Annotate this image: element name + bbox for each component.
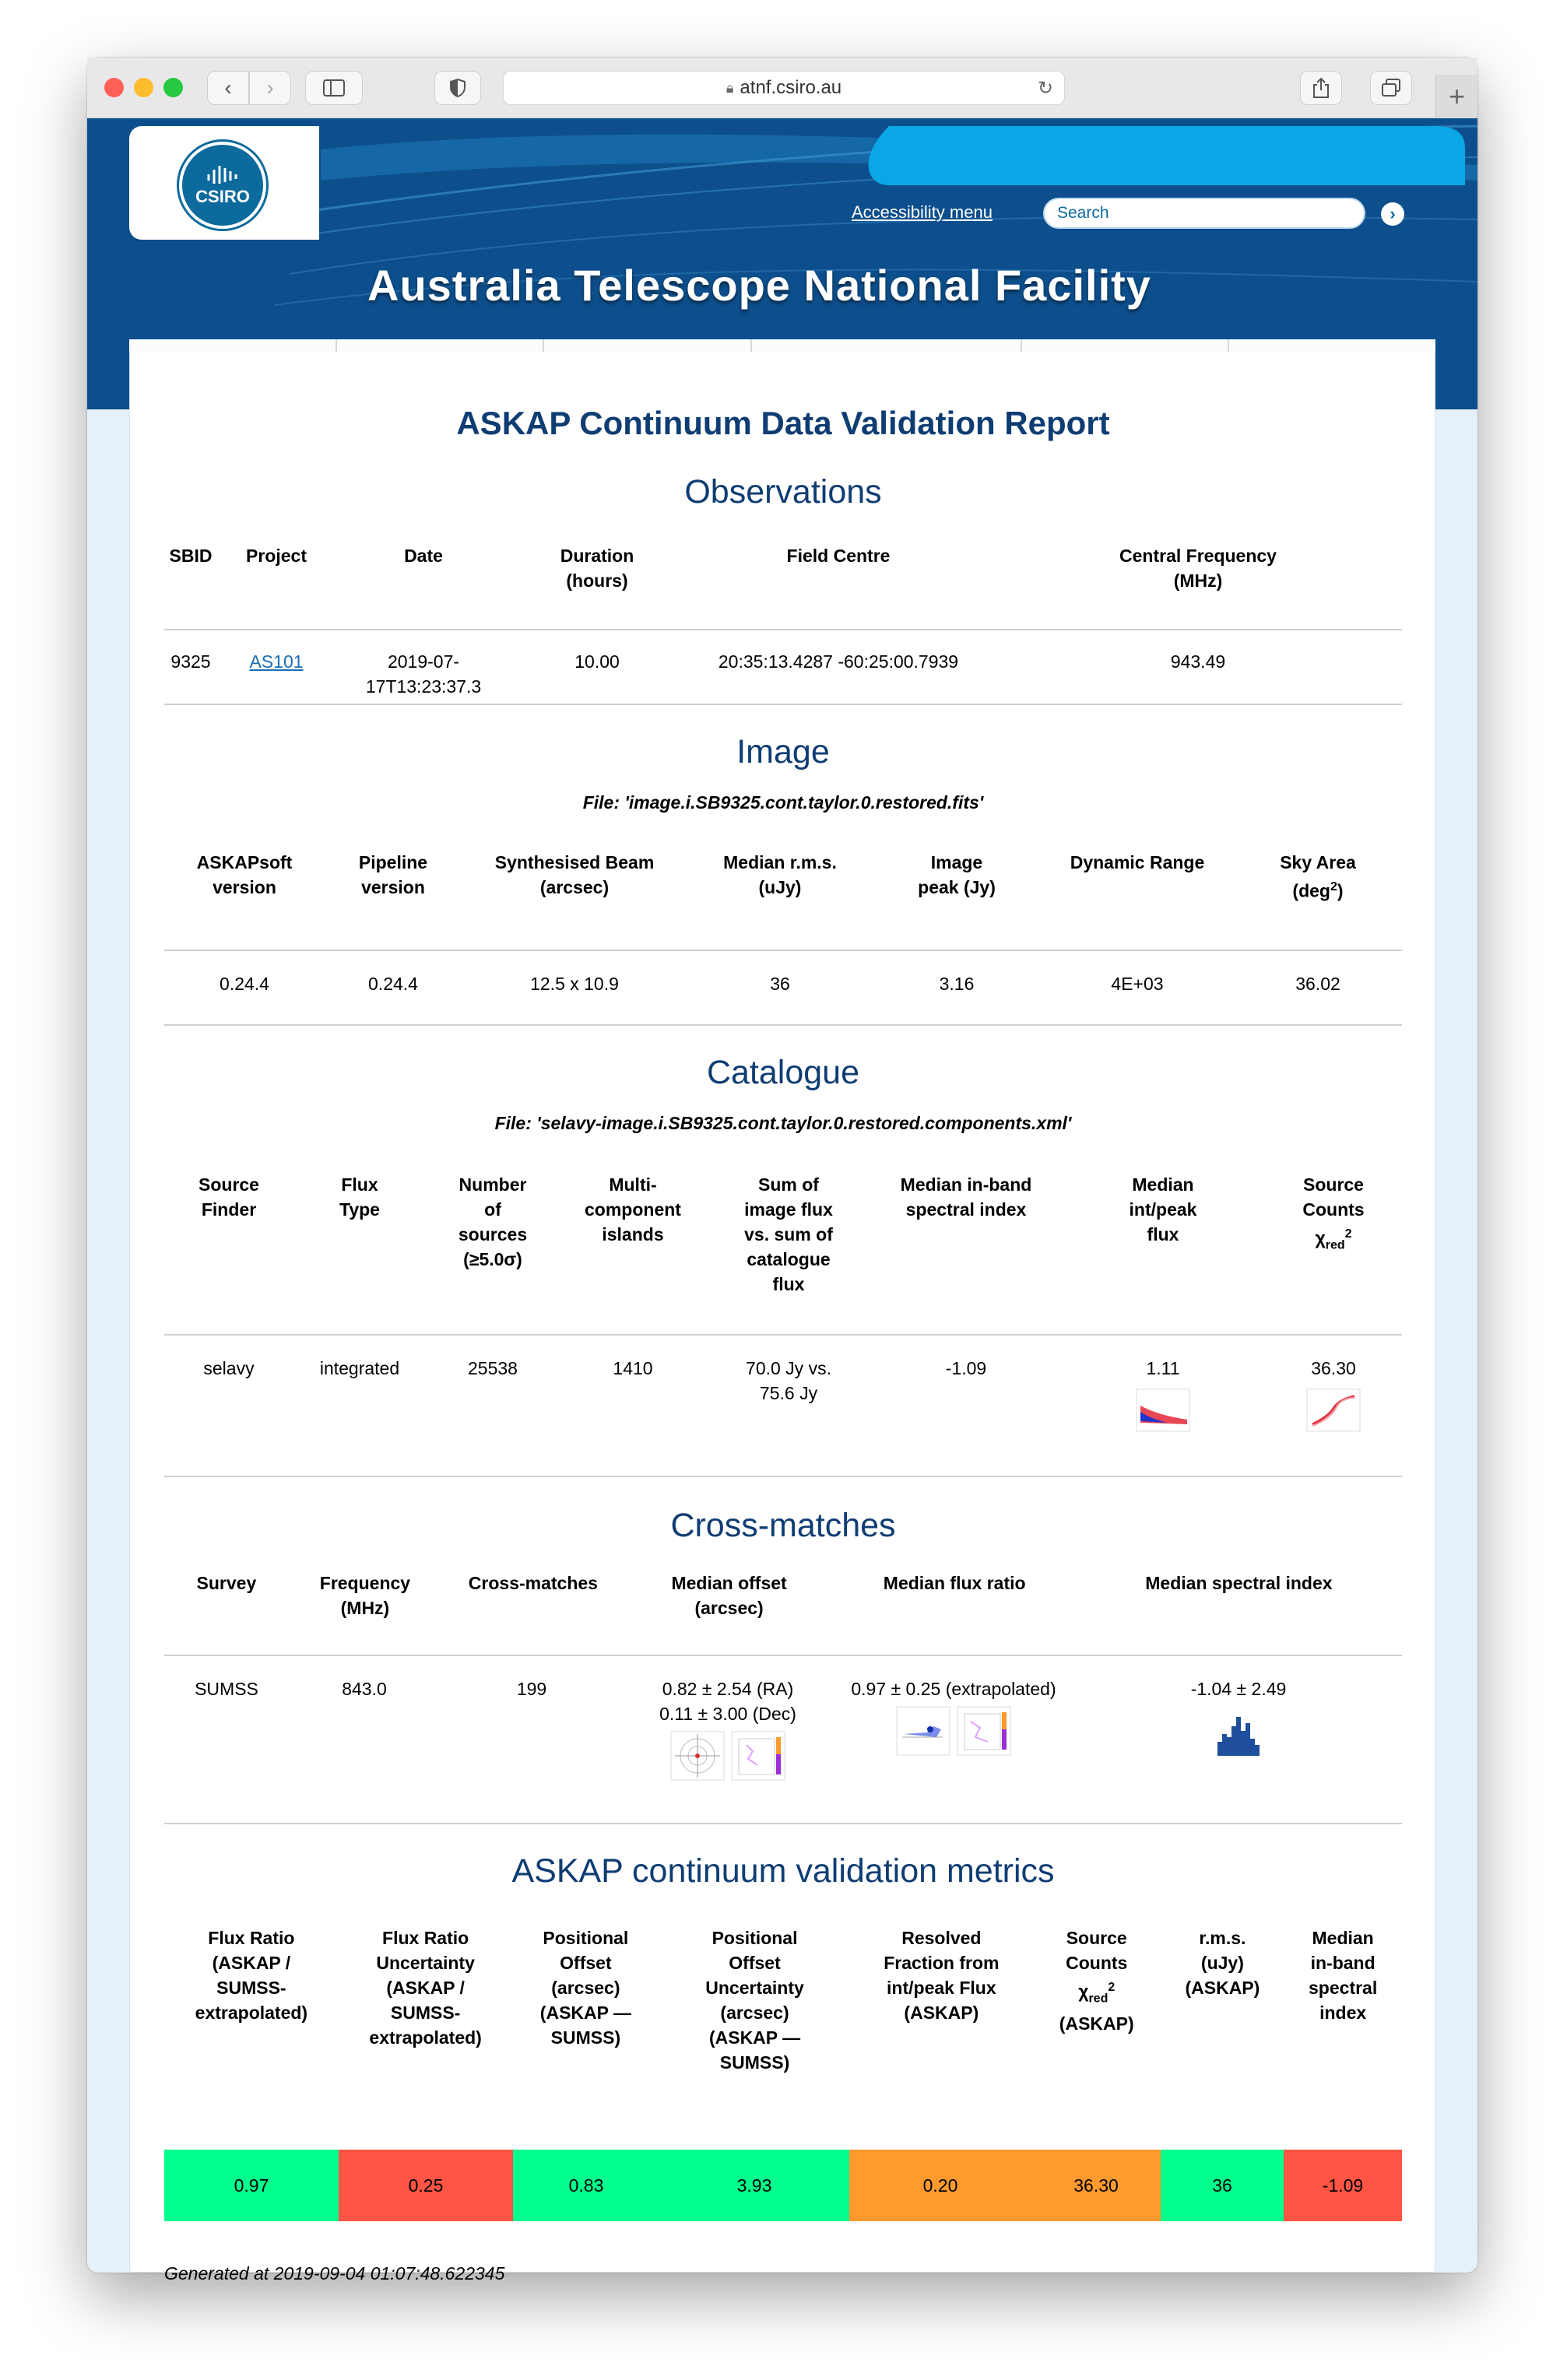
col-header: Median int/peak flux <box>1129 1174 1197 1244</box>
csiro-mark-icon <box>204 163 241 187</box>
metric-rms: 36 <box>1161 2150 1284 2221</box>
table-row <box>164 1676 1402 1781</box>
col-header: Survey <box>196 1573 257 1593</box>
source-counts-label: Source Counts <box>1066 1928 1128 1973</box>
pipeline-version-cell: 0.24.4 <box>368 974 418 994</box>
source-counts-label: Source Counts <box>1302 1174 1365 1220</box>
search-placeholder: Search <box>1057 204 1109 222</box>
flux-type-cell: integrated <box>319 1358 400 1378</box>
field-centre-cell: 20:35:13.4287 -60:25:00.7939 <box>718 651 959 672</box>
col-header <box>1032 1925 1161 2075</box>
spectral-index-histogram-thumbnail[interactable] <box>1211 1709 1266 1759</box>
browser-window <box>87 58 1477 2283</box>
chi-sub: red <box>1325 1238 1345 1252</box>
chevron-left-icon: ‹ <box>224 75 232 100</box>
search-go-button[interactable] <box>1381 202 1404 226</box>
divider <box>164 704 1402 705</box>
multi-component-cell: 1410 <box>613 1358 653 1378</box>
col-header: Image peak (Jy) <box>918 852 996 897</box>
crossmatch-count-cell: 199 <box>516 1679 547 1699</box>
source-finder-cell: selavy <box>203 1358 255 1378</box>
source-counts-value: 36.30 <box>1311 1358 1356 1378</box>
lock-icon: 🔒︎ <box>726 79 734 96</box>
divider <box>164 1655 1402 1656</box>
table-row <box>164 1356 1402 1432</box>
flux-ratio-map-thumbnail[interactable] <box>957 1706 1011 1756</box>
col-header: Flux Ratio Uncertainty (ASKAP / SUMSS-extrapolated) <box>369 1928 482 2048</box>
table-header-row <box>164 850 1402 904</box>
report-content <box>129 352 1435 2283</box>
observations-heading: Observations <box>684 473 882 511</box>
col-header: Multi-component islands <box>585 1174 681 1244</box>
col-header: Frequency (MHz) <box>319 1573 411 1618</box>
metric-resolved-fraction: 0.20 <box>849 2150 1031 2221</box>
spectral-index-value: -1.04 ± 2.49 <box>1190 1679 1287 1699</box>
accessibility-menu-link[interactable]: Accessibility menu <box>852 202 993 222</box>
chi-label: χ <box>1078 1981 1089 2002</box>
source-counts-cell <box>1265 1356 1402 1432</box>
project-cell <box>217 649 336 699</box>
col-header: Field Centre <box>786 546 891 566</box>
col-header: Duration (hours) <box>560 546 634 591</box>
metrics-heading: ASKAP continuum validation metrics <box>511 1852 1055 1890</box>
project-link[interactable]: AS101 <box>249 651 304 672</box>
table-row <box>164 649 1402 699</box>
site-title: Australia Telescope National Facility <box>367 261 1151 310</box>
search-input[interactable] <box>1043 198 1365 229</box>
tabs-overview-button[interactable] <box>1370 71 1412 105</box>
divider <box>164 629 1402 630</box>
logo-text: CSIRO <box>195 187 250 206</box>
metric-flux-ratio: 0.97 <box>164 2150 339 2221</box>
back-button[interactable] <box>207 71 249 105</box>
col-header: Flux Type <box>339 1174 380 1220</box>
privacy-report-button[interactable] <box>434 71 481 105</box>
spectral-index-cell: -1.09 <box>945 1358 987 1378</box>
col-header: Median in-band spectral index <box>1309 1928 1378 2023</box>
col-header: Positional Offset Uncertainty (arcsec) (ASKAP — SUMSS) <box>705 1928 804 2073</box>
image-file-label: File: 'image.i.SB9325.cont.taylor.0.restored.fits' <box>582 792 984 813</box>
divider <box>164 1823 1402 1824</box>
catalogue-table <box>164 1172 1402 1297</box>
col-header: Source Finder <box>199 1174 259 1220</box>
table-header-row <box>164 1925 1402 2075</box>
sky-area-cell: 36.02 <box>1295 974 1340 994</box>
col-header: Pipeline version <box>358 852 428 897</box>
crossmatches-data <box>164 1676 1402 1781</box>
col-header: Flux Ratio (ASKAP / SUMSS-extrapolated) <box>195 1928 308 2023</box>
col-header: Median in-band spectral index <box>900 1174 1032 1220</box>
int-peak-value: 1.11 <box>1146 1358 1180 1378</box>
sidebar-icon <box>323 79 345 97</box>
report-title: ASKAP Continuum Data Validation Report <box>456 405 1110 441</box>
metric-positional-offset-uncertainty: 3.93 <box>659 2150 849 2221</box>
col-header: ASKAPsoft version <box>196 852 293 897</box>
col-header: Synthesised Beam (arcsec) <box>494 852 655 897</box>
generated-timestamp: Generated at 2019-09-04 01:07:48.622345 <box>164 2263 505 2283</box>
table-header-row <box>164 1571 1402 1620</box>
num-sources-cell: 25538 <box>468 1358 518 1378</box>
metric-spectral-index: -1.09 <box>1284 2150 1402 2221</box>
offset-plot-thumbnails <box>624 1731 832 1781</box>
chi-sup: 2 <box>1108 1981 1116 1994</box>
chevron-right-icon: › <box>1390 204 1396 223</box>
col-header <box>1265 1172 1402 1297</box>
catalogue-file-label: File: 'selavy-image.i.SB9325.cont.taylor.0.restored.components.xml' <box>494 1113 1072 1133</box>
chi-label: χ <box>1315 1227 1326 1248</box>
col-header: Sky Area (deg$^2$) <box>1280 852 1356 901</box>
col-header: r.m.s. (uJy) (ASKAP) <box>1185 1928 1260 1998</box>
csiro-logo[interactable] <box>179 142 266 229</box>
metric-source-counts: 36.30 <box>1031 2150 1161 2221</box>
frequency-cell: 843.0 <box>342 1679 387 1699</box>
url-text: atnf.csiro.au <box>740 77 842 98</box>
metric-flux-ratio-uncertainty: 0.25 <box>339 2150 513 2221</box>
flux-ratio-value: 0.97 ± 0.25 (extrapolated) <box>851 1679 1056 1699</box>
dynamic-range-cell: 4E+03 <box>1111 974 1164 994</box>
reload-icon[interactable]: ↻ <box>1037 77 1053 99</box>
plus-icon: + <box>1448 80 1466 112</box>
browser-toolbar <box>87 58 1477 118</box>
chi-sub: red <box>1088 1992 1109 2006</box>
median-offset-cell <box>624 1676 832 1781</box>
col-header: Median r.m.s. (uJy) <box>723 852 837 897</box>
col-header: Resolved Fraction from int/peak Flux (ASKAP) <box>884 1928 1000 2023</box>
table-header-row <box>164 543 1402 626</box>
col-header: Median flux ratio <box>883 1573 1026 1593</box>
chevron-right-icon: › <box>266 75 274 100</box>
crossmatches-heading: Cross-matches <box>670 1507 896 1544</box>
col-header: Number of sources (≥5.0σ) <box>458 1174 528 1269</box>
chi-sup: 2 <box>1344 1227 1352 1241</box>
table-header-row <box>164 1172 1402 1297</box>
divider <box>164 1476 1402 1477</box>
flux-ratio-scatter-thumbnail[interactable] <box>896 1706 950 1756</box>
crossmatches-table <box>164 1571 1402 1620</box>
image-data <box>164 971 1402 996</box>
sbid-cell: 9325 <box>170 651 211 672</box>
rms-cell: 36 <box>770 974 790 994</box>
col-header: Project <box>246 546 307 566</box>
forward-button[interactable] <box>249 71 291 105</box>
col-header: Sum of image flux vs. sum of catalogue flux <box>744 1174 833 1294</box>
survey-cell: SUMSS <box>195 1679 258 1699</box>
flux-ratio-plot-thumbnails <box>832 1706 1075 1756</box>
metric-positional-offset: 0.83 <box>513 2150 659 2221</box>
new-tab-button[interactable] <box>1435 75 1477 118</box>
divider <box>164 1334 1402 1336</box>
int-peak-cell <box>1061 1356 1265 1432</box>
table-row <box>164 971 1402 996</box>
zoom-window-button[interactable] <box>163 78 183 97</box>
col-header: Median spectral index <box>1145 1573 1333 1593</box>
col-header: Median offset (arcsec) <box>671 1573 787 1618</box>
col-header: Cross-matches <box>468 1573 598 1593</box>
catalogue-heading: Catalogue <box>706 1054 860 1091</box>
superscript: 2 <box>1330 880 1337 893</box>
address-bar[interactable] <box>503 71 1065 105</box>
share-icon <box>1312 77 1330 99</box>
median-spectral-index-cell <box>1075 1676 1402 1781</box>
int-peak-plot-thumbnail[interactable] <box>1136 1388 1190 1432</box>
catalogue-data <box>164 1356 1402 1432</box>
shield-icon <box>450 79 466 97</box>
offset-scatter-thumbnail[interactable] <box>670 1731 725 1781</box>
col-header: Dynamic Range <box>1070 852 1205 872</box>
col-header: Central Frequency (MHz) <box>1119 546 1277 591</box>
source-counts-suffix: (ASKAP) <box>1059 2013 1134 2034</box>
divider <box>164 950 1402 951</box>
tabs-icon <box>1382 79 1400 97</box>
frequency-cell: 943.49 <box>1170 651 1226 672</box>
date-cell: 2019-07-17T13:23:37.3 <box>365 651 482 697</box>
offset-ra: 0.82 ± 2.54 (RA) <box>662 1679 794 1699</box>
sidebar-button[interactable] <box>305 71 363 105</box>
metrics-values-table <box>164 2150 1402 2221</box>
observations-table <box>164 543 1402 626</box>
minimize-window-button[interactable] <box>134 78 153 97</box>
flux-sum-cell: 70.0 Jy vs. 75.6 Jy <box>746 1358 831 1403</box>
duration-cell: 10.00 <box>574 651 620 672</box>
close-window-button[interactable] <box>104 78 124 97</box>
col-header: Positional Offset (arcsec) (ASKAP — SUMSS) <box>539 1928 631 2048</box>
metrics-header-table <box>164 1925 1402 2075</box>
image-heading: Image <box>736 733 830 771</box>
observations-data <box>164 649 1402 699</box>
askapsoft-version-cell: 0.24.4 <box>220 974 269 994</box>
col-header: Date <box>404 546 443 566</box>
median-flux-ratio-cell <box>832 1676 1075 1781</box>
source-counts-plot-thumbnail[interactable] <box>1306 1388 1361 1432</box>
share-button[interactable] <box>1300 71 1342 105</box>
image-table <box>164 850 1402 904</box>
table-row <box>164 2150 1402 2221</box>
offset-dec: 0.11 ± 3.00 (Dec) <box>659 1704 796 1724</box>
divider <box>164 1024 1402 1026</box>
offset-map-thumbnail[interactable] <box>731 1731 785 1781</box>
col-header: SBID <box>169 546 213 566</box>
image-peak-cell: 3.16 <box>939 974 975 994</box>
beam-cell: 12.5 x 10.9 <box>530 974 619 994</box>
